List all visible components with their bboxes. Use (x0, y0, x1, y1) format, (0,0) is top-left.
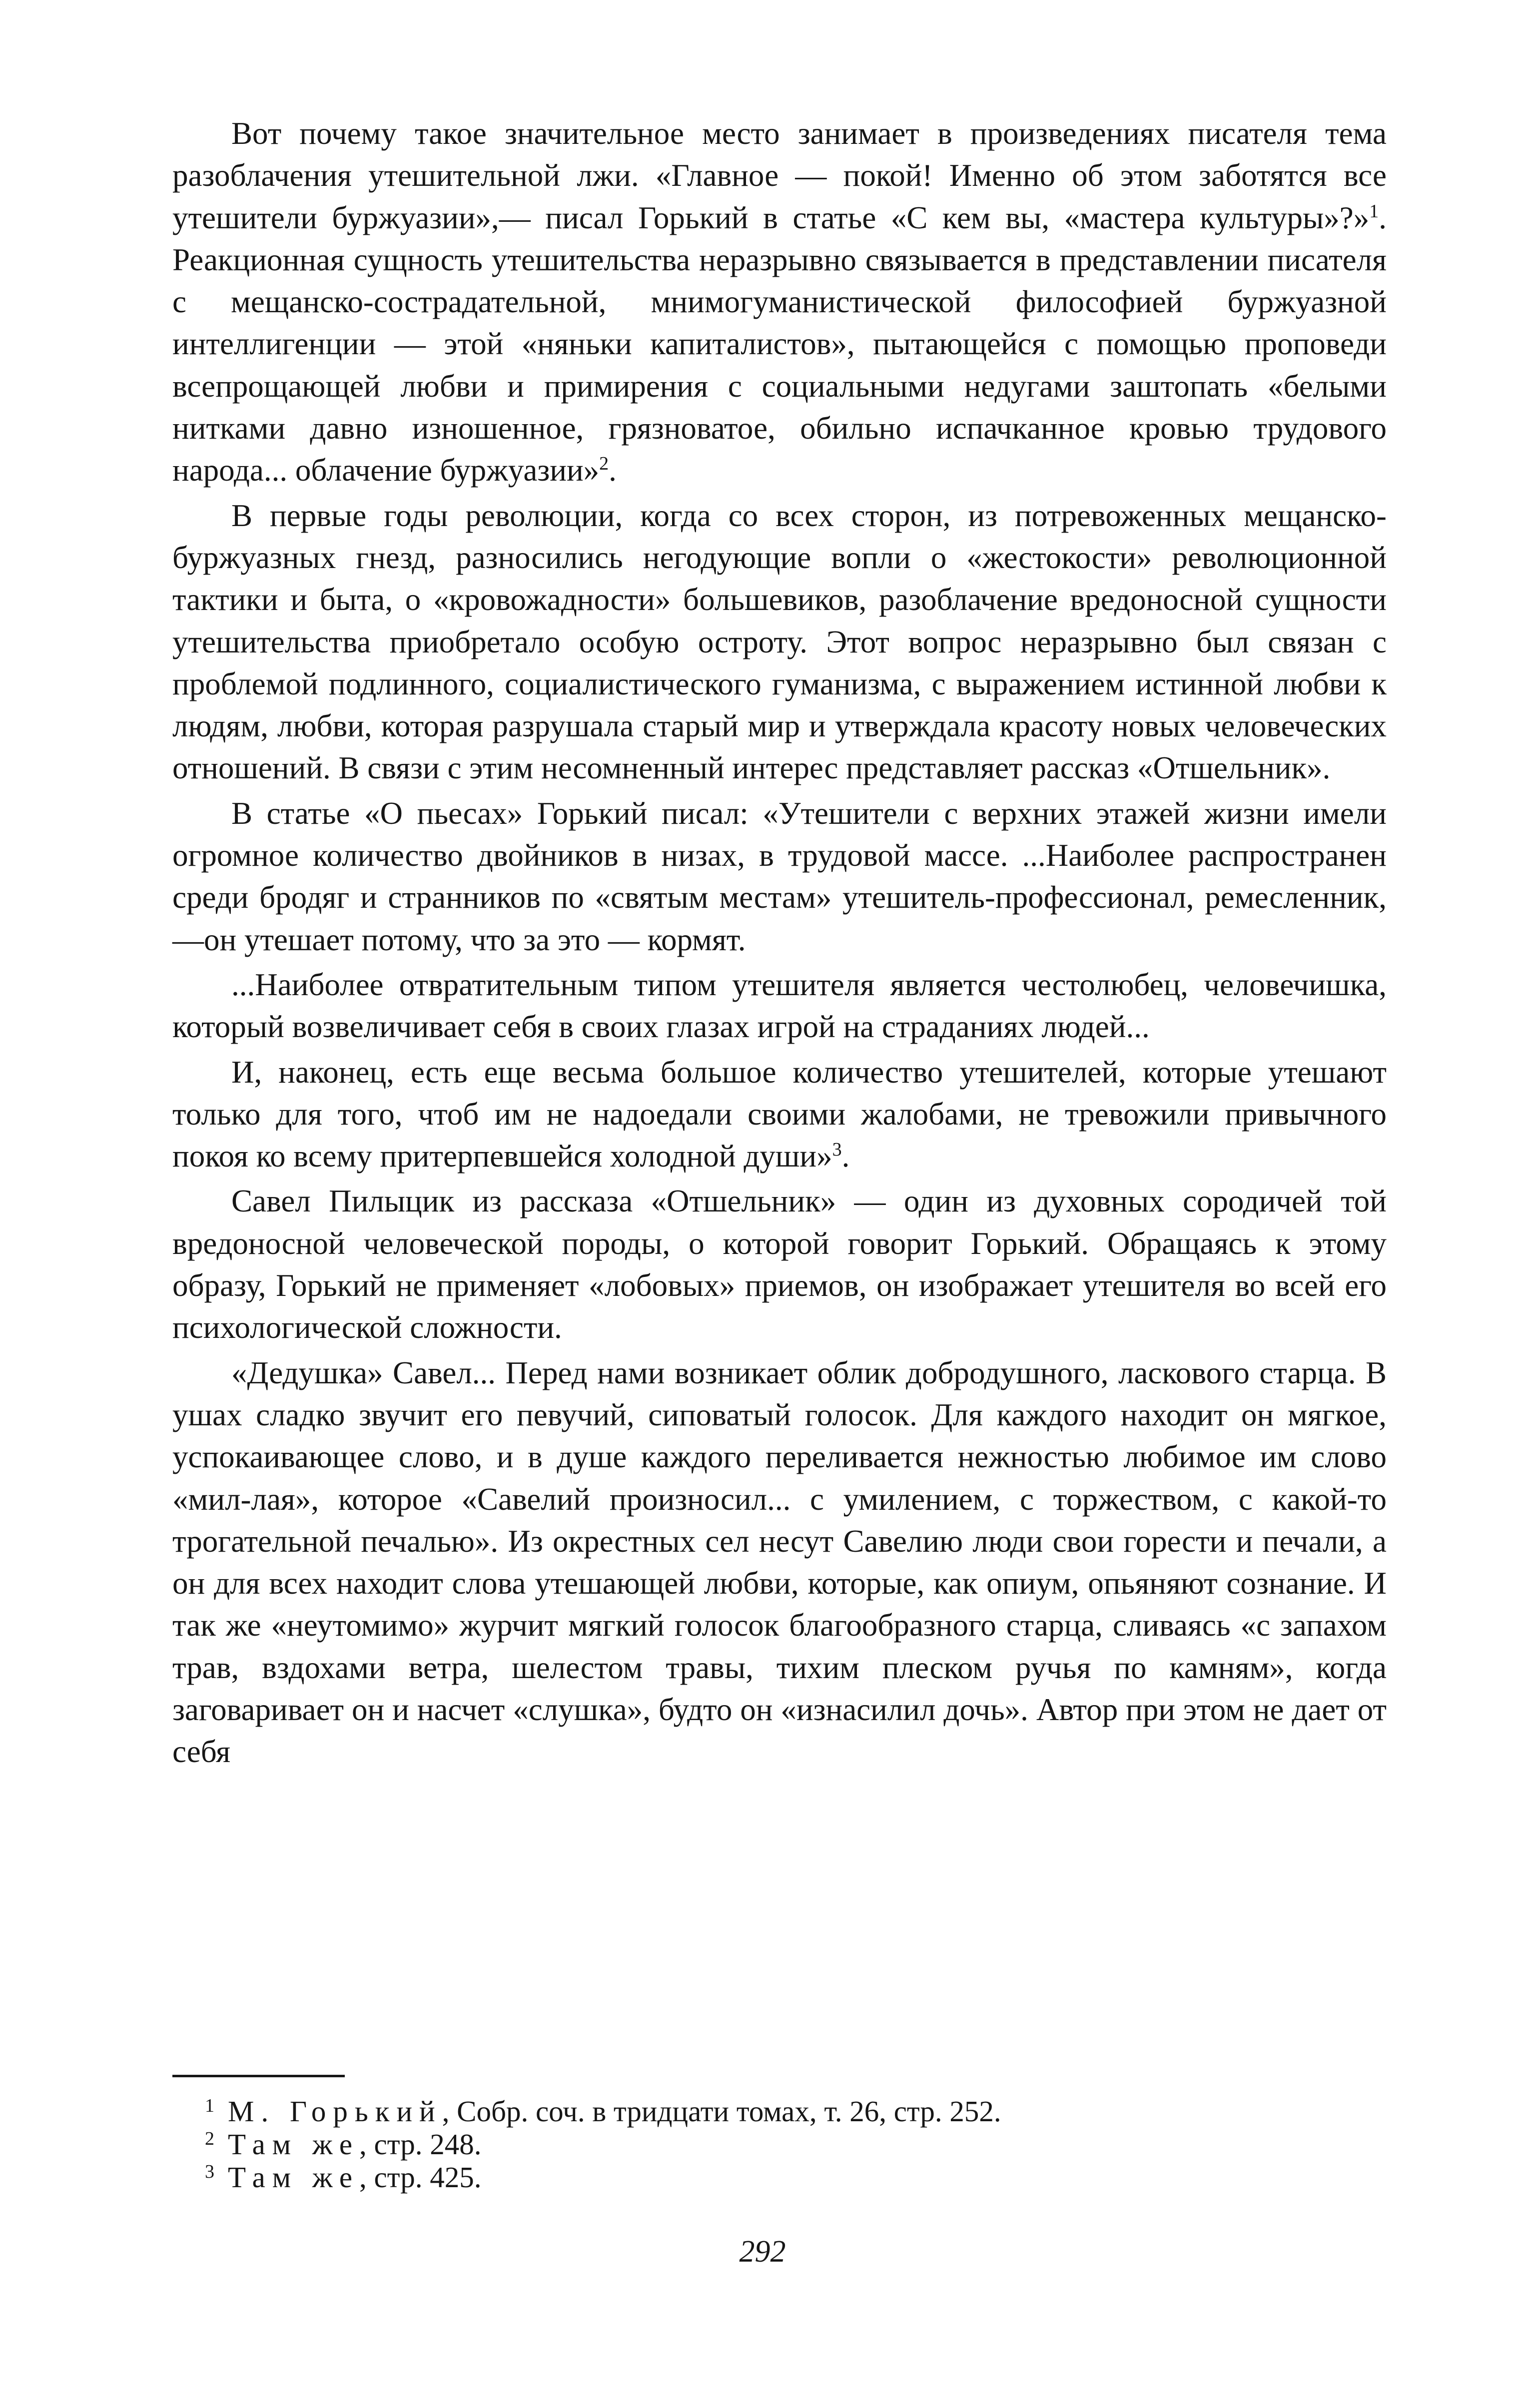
paragraph-1-text-cont: . Реакционная сущность утешительства неразрывно связывается в представлении писателя с мещанско-сострадательной, мнимогуманистической философией буржуазной интеллигенции — этой «няньки капиталистов», пытающейся с помощью проповеди всепрощающей любви и примирения с социальными недугами заштопать «белыми нитками давно изношенное, грязноватое, обильно испачканное кровью трудового народа... облачение буржуазии» (172, 200, 1387, 488)
footnote-3 (205, 2161, 1354, 2194)
footnote-text: , Собр. соч. в тридцати томах, т. 26, стр. 252. (442, 2095, 1001, 2128)
footnote-author: Там же (228, 2128, 360, 2161)
paragraph-7 (172, 1352, 1387, 1773)
paragraph-6-text: Савел Пилыцик из рассказа «Отшельник» — один из духовных сородичей той вредоносной человеческой породы, о которой говорит Горький. Обращаясь к этому образу, Горький не применяет «лобовых» приемов, он изображает утешителя во всей его психологической сложности. (172, 1184, 1387, 1345)
footnote-1 (205, 2095, 1354, 2128)
footnote-mark: 3 (205, 2161, 214, 2182)
paragraph-1 (172, 112, 1387, 492)
paragraph-4-text: ...Наиболее отвратительным типом утешителя является честолюбец, человечишка, который возвеличивает себя в своих глазах игрой на страданиях людей... (172, 967, 1387, 1045)
footnote-author: Там же (228, 2161, 360, 2194)
paragraph-5 (172, 1051, 1387, 1178)
footnote-text: , стр. 248. (359, 2128, 482, 2161)
footnote-ref-1: 1 (1369, 200, 1379, 222)
body-text (172, 112, 1387, 1773)
footnote-divider (172, 2075, 345, 2077)
paragraph-7-text: «Дедушка» Савел... Перед нами возникает облик добродушного, ласкового старца. В ушах сладко звучит его певучий, сиповатый голосок. Для каждого находит он мягкое, успокаивающее слово, и в душе каждого переливается нежностью любимое им слово «мил-лая», которое «Савелий произносил... с умилением, с торжеством, с какой-то трогательной печалью». Из окрестных сел несут Савелию люди свои горести и печали, а он для всех находит слова утешающей любви, которые, как опиум, опьяняют сознание. И так же «неутомимо» журчит мягкий голосок благообразного старца, сливаясь «с запахом трав, вздохами ветра, шелестом травы, тихим плеском ручья по камням», когда заговаривает он и насчет «слушка», будто он «изнасилил дочь». Автор при этом не дает от себя (172, 1355, 1387, 1770)
footnote-text: , стр. 425. (359, 2161, 482, 2194)
paragraph-3 (172, 792, 1387, 961)
paragraph-3-text: В статье «О пьесах» Горький писал: «Утешители с верхних этажей жизни имели огромное количество двойников в низах, в трудовой массе. ...Наиболее распространен среди бродяг и странников по «святым местам» утешитель-профессионал, ремесленник,—он утешает потому, что за это — кормят. (172, 795, 1387, 957)
footnote-mark: 2 (205, 2128, 214, 2149)
paragraph-5-text: И, наконец, есть еще весьма большое количество утешителей, которые утешают только для того, чтоб им не надоедали своими жалобами, не тревожили привычного покоя ко всему притерпевшейся холодной души» (172, 1054, 1387, 1174)
paragraph-6 (172, 1180, 1387, 1348)
paragraph-1-text: Вот почему такое значительное место занимает в произведениях писателя тема разоблачения утешительной лжи. «Главное — покой! Именно об этом заботятся все утешители буржуазии»,— писал Горький в статье «С кем вы, «мастера культуры»?» (172, 116, 1387, 235)
paragraph-1-end: . (609, 453, 617, 488)
paragraph-4 (172, 964, 1387, 1048)
paragraph-2 (172, 495, 1387, 789)
footnote-2 (205, 2128, 1354, 2161)
footnote-author: М. Горький (228, 2095, 442, 2128)
footnote-mark: 1 (205, 2095, 214, 2116)
paragraph-5-end: . (841, 1139, 850, 1174)
page-number: 292 (739, 2235, 786, 2269)
footnotes (205, 2095, 1354, 2194)
footnote-ref-3: 3 (832, 1139, 842, 1161)
footnote-ref-2: 2 (599, 453, 609, 475)
paragraph-2-text: В первые годы революции, когда со всех сторон, из потревоженных мещанско-буржуазных гнезд, разносились негодующие вопли о «жестокости» революционной тактики и быта, о «кровожадности» большевиков, разоблачение вредоносной сущности утешительства приобретало особую остроту. Этот вопрос неразрывно был связан с проблемой подлинного, социалистического гуманизма, с выражением истинной любви к людям, любви, которая разрушала старый мир и утверждала красоту новых человеческих отношений. В связи с этим несомненный интерес представляет рассказ «Отшельник». (172, 498, 1387, 786)
